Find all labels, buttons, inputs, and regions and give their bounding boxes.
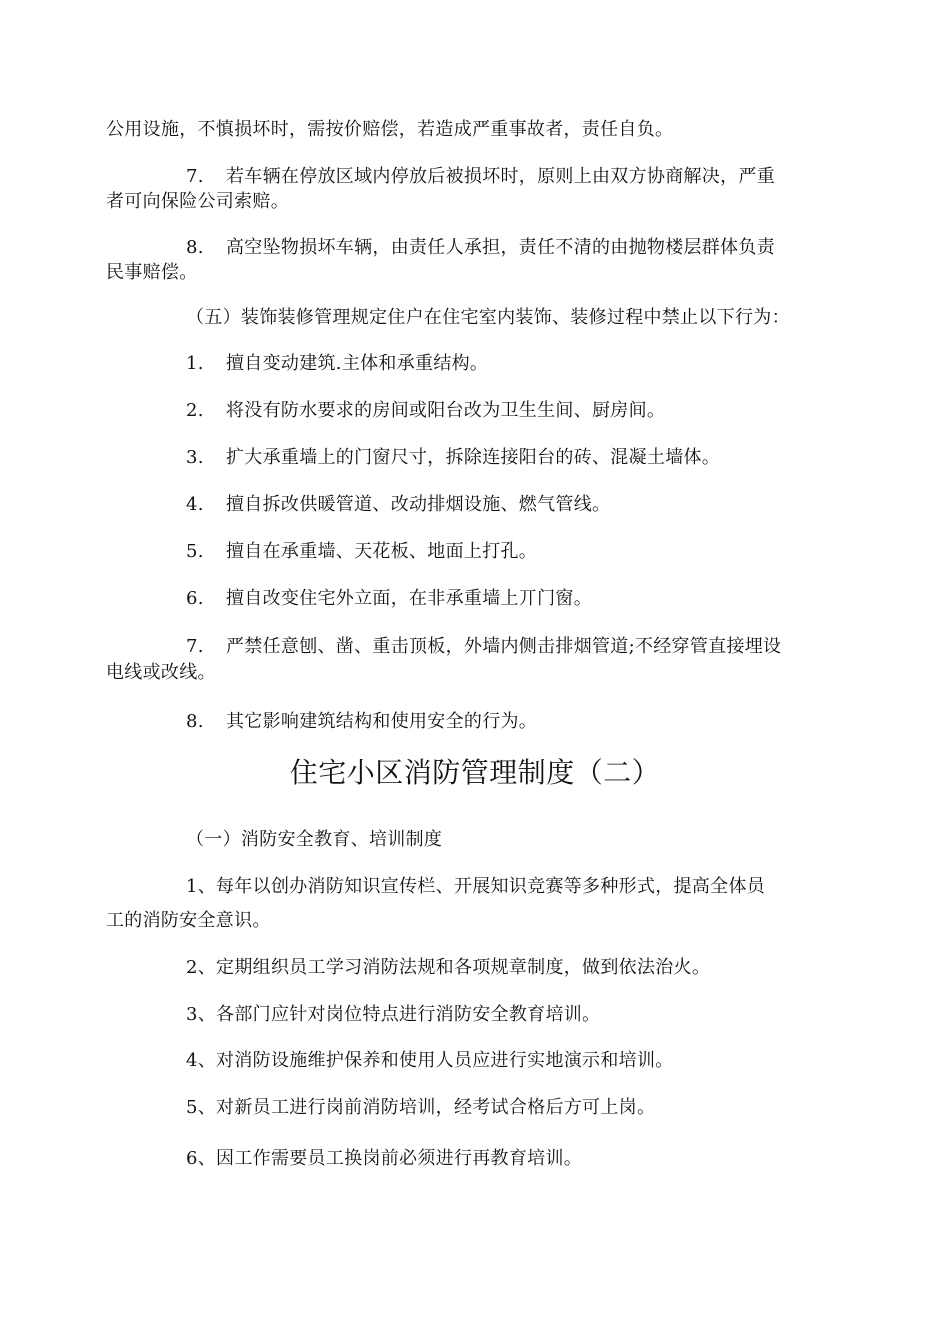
- item-text: 擅自在承重墙、天花板、地面上打孔。: [226, 541, 538, 562]
- list-item-1-line-1: 1、每年以创办消防知识宣传栏、开展知识竞赛等多种形式，提高全体员: [186, 876, 766, 897]
- list-item: [186, 447, 720, 469]
- subsection-heading: （一）消防安全教育、培训制度: [186, 829, 443, 850]
- item-text: 高空坠物损坏车辆，由责任人承担，责任不清的由抛物楼层群体负责: [226, 237, 775, 258]
- item-number: 3.: [186, 447, 204, 468]
- item-number: 4.: [186, 494, 204, 515]
- section-title: 住宅小区消防管理制度（二）: [289, 756, 661, 789]
- list-item-1-line-2: 工的消防安全意识。: [106, 910, 271, 931]
- paragraph-8-line-1: [186, 237, 775, 259]
- list-item: [186, 494, 610, 516]
- list-item: [186, 711, 537, 733]
- item-number: 7.: [186, 166, 204, 187]
- paragraph-7-line-1: [186, 166, 775, 188]
- item-number: 6.: [186, 588, 204, 609]
- item-text: 其它影响建筑结构和使用安全的行为。: [226, 711, 538, 732]
- list-item-7-line-2: 电线或改线。: [106, 662, 216, 683]
- item-text: 将没有防水要求的房间或阳台改为卫生生间、厨房间。: [226, 400, 666, 421]
- item-text: 扩大承重墙上的门窗尺寸，拆除连接阳台的砖、混凝土墙体。: [226, 447, 721, 468]
- item-text: 擅自改变住宅外立面，在非承重墙上丌门窗。: [226, 588, 592, 609]
- list-item-7-line-1: [186, 636, 781, 658]
- list-item: [186, 353, 488, 375]
- paragraph-7-line-2: 者可向保险公司索赔。: [106, 191, 289, 212]
- item-number: 1.: [186, 353, 204, 374]
- item-number: 7.: [186, 636, 204, 657]
- item-number: 8.: [186, 711, 204, 732]
- paragraph-6-continuation: 公用设施，不慎损坏时，需按价赔偿，若造成严重事故者，责任自负。: [106, 119, 674, 140]
- list-item: 3、各部门应针对岗位特点进行消防安全教育培训。: [186, 1004, 601, 1025]
- list-item: [186, 400, 665, 422]
- item-text: 若车辆在停放区域内停放后被损坏时，原则上由双方协商解决，严重: [226, 166, 775, 187]
- list-item: 2、定期组织员工学习消防法规和各项规章制度，做到依法治火。: [186, 957, 711, 978]
- item-number: 8.: [186, 237, 204, 258]
- list-item: [186, 588, 592, 610]
- list-item: 4、对消防设施维护保养和使用人员应进行实地演示和培训。: [186, 1050, 674, 1071]
- paragraph-8-line-2: 民事赔偿。: [106, 262, 198, 283]
- list-item: 6、因工作需要员工换岗前必须进行再教育培训。: [186, 1148, 583, 1169]
- item-text: 擅自拆改供暖管道、改动排烟设施、燃气管线。: [226, 494, 611, 515]
- item-number: 2.: [186, 400, 204, 421]
- item-number: 5.: [186, 541, 204, 562]
- list-item: [186, 541, 537, 563]
- item-text: 擅自变动建筑.主体和承重结构。: [226, 353, 489, 374]
- list-item: 5、对新员工进行岗前消防培训，经考试合格后方可上岗。: [186, 1097, 656, 1118]
- section-5-heading: （五）装饰装修管理规定住户在住宅室内装饰、装修过程中禁止以下行为：: [186, 307, 790, 328]
- item-text: 严禁任意刨、凿、重击顶板，外墙内侧击排烟管道;不经穿管直接埋设: [226, 636, 782, 657]
